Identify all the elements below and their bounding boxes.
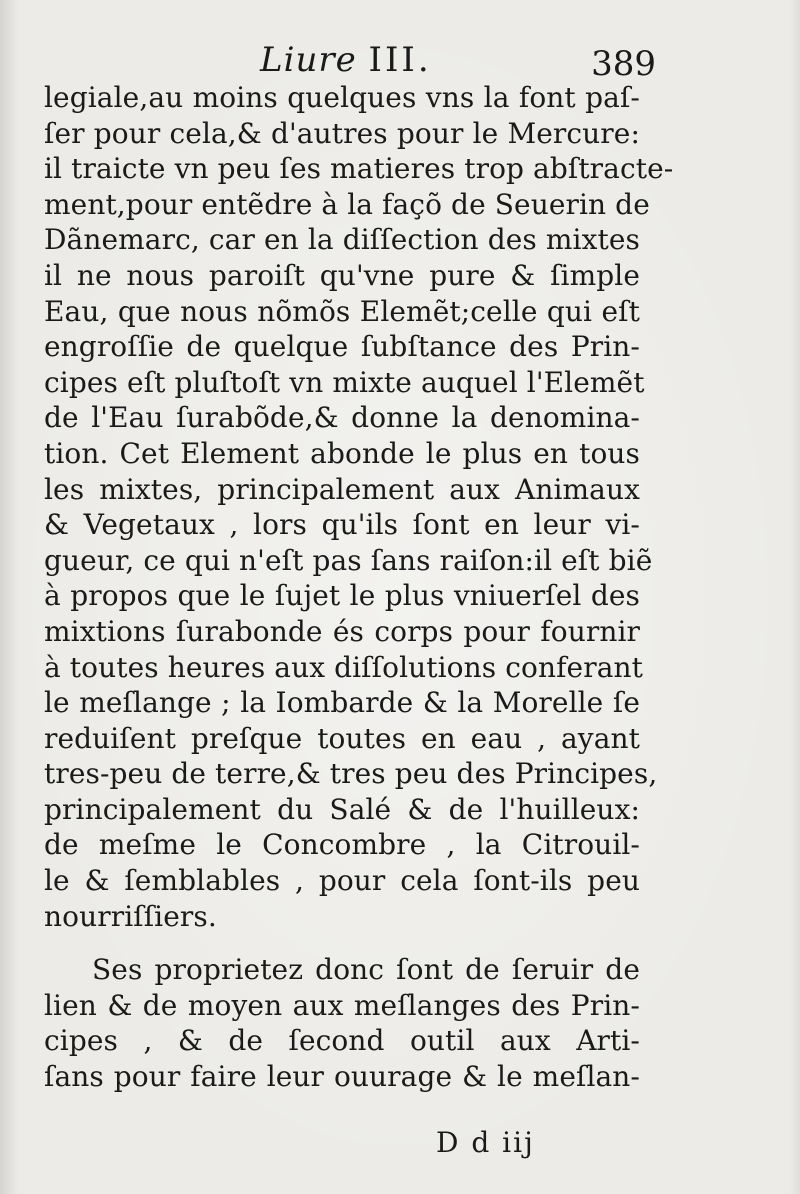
text-line: le & ſemblables , pour cela ſont-ils peu (44, 864, 640, 898)
page-header (44, 36, 656, 86)
text-line: ment,pour entẽdre à la façõ de Seuerin de (44, 187, 650, 221)
paragraph-gap (44, 934, 640, 952)
text-line: Dãnemarc, car en la diſſection des mixtes (44, 223, 640, 257)
text-line: de meſme le Concombre , la Citrouil- (44, 828, 640, 862)
text-line: ſans pour faire leur ouurage & le meſlan- (44, 1060, 640, 1094)
body-text (44, 80, 674, 1095)
running-title-word: Liure (260, 40, 357, 80)
text-line: mixtions ſurabonde és corps pour fournir (44, 614, 640, 648)
page-number: 389 (591, 44, 656, 84)
gutter-shadow (0, 0, 18, 1194)
text-line: il traicte vn peu ſes matieres trop abſtracte- (44, 152, 674, 186)
text-line: à propos que le ſujet le plus vniuerſel des (44, 579, 640, 613)
text-line: lien & de moyen aux meſlanges des Prin- (44, 988, 640, 1022)
text-line: legiale,au moins quelques vns la font paſ- (44, 81, 640, 114)
text-line: nourriſſiers. (44, 899, 217, 933)
text-line: de l'Eau ſurabõde,& donne la denomina- (44, 401, 640, 435)
text-line: à toutes heures aux diſſolutions conferant (44, 650, 643, 684)
text-line: les mixtes, principalement aux Animaux (44, 472, 640, 506)
text-line: Eau, que nous nõmõs Elemẽt;celle qui eſt (44, 294, 640, 328)
page-edge (790, 0, 800, 1194)
text-line: & Vegetaux , lors qu'ils ſont en leur vi- (44, 508, 640, 542)
running-title-roman: III. (368, 40, 432, 80)
text-line: le meſlange ; la Iombarde & la Morelle ſe (44, 686, 640, 720)
running-title (260, 40, 432, 80)
text-line: principalement du Salé & de l'huilleux: (44, 792, 640, 826)
text-line: cipes , & de ſecond outil aux Arti- (44, 1024, 640, 1058)
text-line: tres-peu de terre,& tres peu des Principes, (44, 757, 658, 791)
text-line: cipes eſt pluſtoſt vn mixte auquel l'Elemẽt (44, 365, 645, 399)
text-line: gueur, ce qui n'eſt pas ſans raiſon:il eſt biẽ (44, 543, 653, 577)
text-line: Ses proprietez donc ſont de ſeruir de (92, 953, 640, 987)
text-line: tion. Cet Element abonde le plus en tous (44, 436, 640, 470)
signature-mark: D d iij (436, 1126, 535, 1159)
text-line: engroſſie de quelque ſubſtance des Prin- (44, 330, 640, 364)
text-line: ſer pour cela,& d'autres pour le Mercure: (44, 116, 640, 150)
text-line: il ne nous paroiſt qu'vne pure & ſimple (44, 258, 640, 292)
text-line: reduiſent preſque toutes en eau , ayant (44, 721, 640, 755)
